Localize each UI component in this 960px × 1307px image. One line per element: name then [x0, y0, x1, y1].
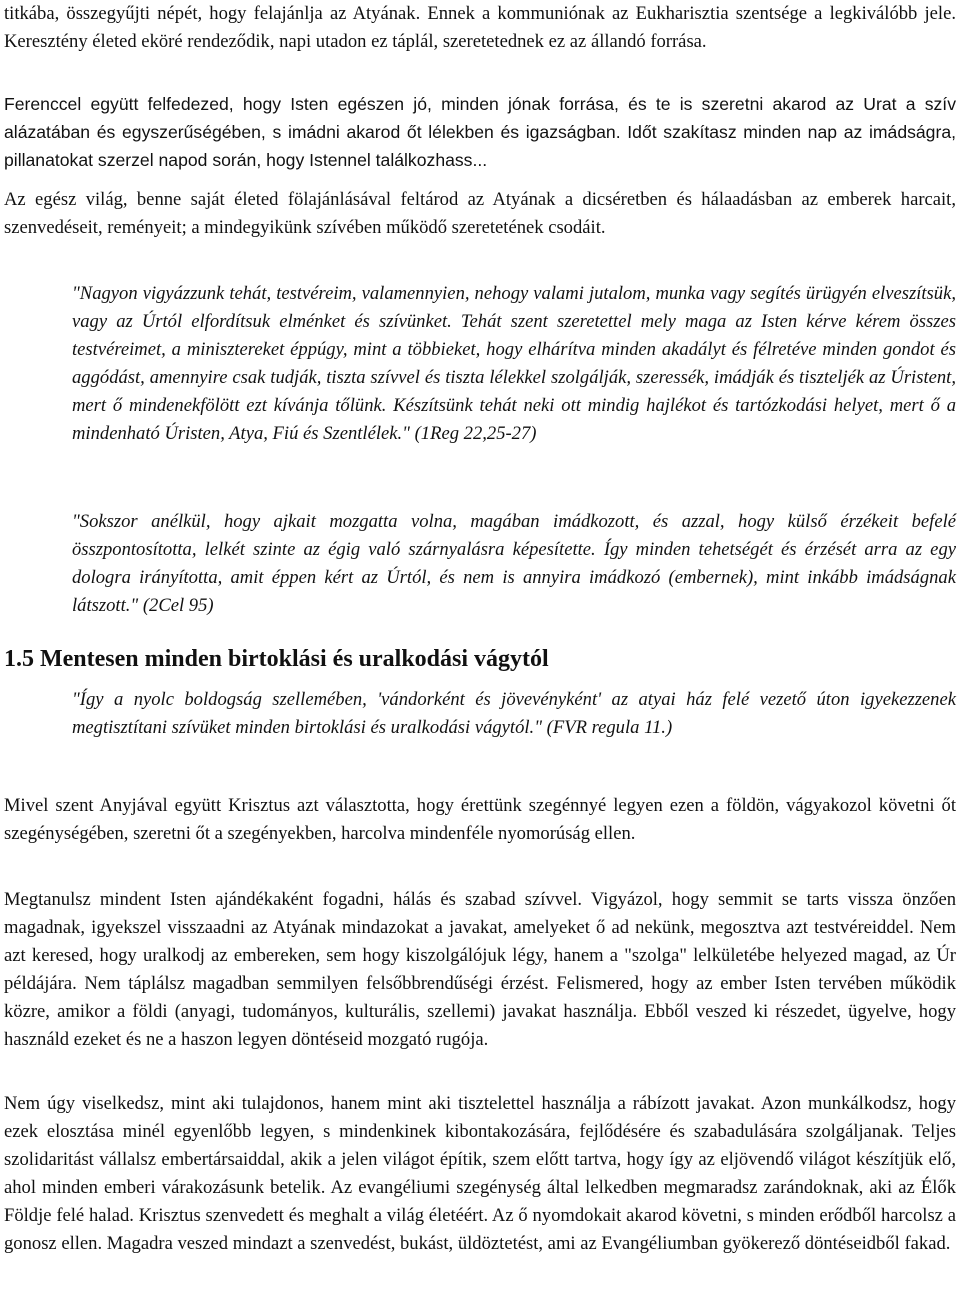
paragraph-szent-anyja: Mivel szent Anyjával együtt Krisztus azt választotta, hogy érettünk szegénnyé legyen ezen a földön, vágyakozol követni őt szegénységében, szeretni őt a szegényekben, harcolva mindenféle nyomorúság ellen. — [4, 795, 956, 844]
paragraph-vilag: Az egész világ, benne saját életed fölajánlásával feltárod az Atyának a dicséretben és hálaadásban az emberek harcait, szenvedéseit, reményeit; a mindegyikünk szívében működő szeretetének csodáit. — [4, 189, 956, 238]
paragraph-intro: titkába, összegyűjti népét, hogy felajánlja az Atyának. Ennek a kommuniónak az Eukharisztia szentsége a legkiválóbb jele. Keresztény életed eköré rendeződik, napi utadon ez táplál, szeretetednek ez az állandó forrása. — [4, 3, 956, 52]
paragraph-nem-ugy: Nem úgy viselkedsz, mint aki tulajdonos, hanem mint aki tisztelettel használja a rábízott javakat. Azon munkálkodsz, hogy ezek elosztása minél egyenlőbb legyen, s mindenkinek kibontakozására, fejlődésére és szabadulására szolgáljanak. Teljes szolidaritást vállalsz embertársaiddal, akik a jelen világot építik, szem előtt tartva, hogy így az eljövendő világot készítjük elő, ahol minden emberi várakozásunk betelik. Az evangéliumi szegénység által lelkedben megmaradsz zarándoknak, aki az Élők Földje felé halad. Krisztus szenvedett és meghalt a világ életéért. Az ő nyomdokait akarod követni, s minden erődből harcolsz a gonosz ellen. Magadra veszed mindazt a szenvedést, bukást, üldöztetést, ami az Evangéliumban gyökerező döntéseidből fakad. — [4, 1093, 956, 1254]
section-heading: 1.5 Mentesen minden birtoklási és uralkodási vágytól — [4, 646, 549, 672]
paragraph-megtanulsz: Megtanulsz mindent Isten ajándékaként fogadni, hálás és szabad szívvel. Vigyázol, hogy semmit se tarts vissza önzően magadnak, igyekszel visszaadni az Atyának mindazokat a javakat, amelyeket ő ad nekünk, megosztva azt testvéreiddel. Nem azt keresed, hogy uralkodj az embereken, sem hogy kiszolgálójuk légy, hanem a "szolga" lelkületébe helyezed magad, az Úr példájára. Nem táplálsz magadban semmilyen felsőbbrendűségi érzést. Felismered, hogy az ember Isten tervében működik közre, amikor a földi (anyagi, tudományos, kulturális, szellemi) javakat használja. Ebből veszed ki részedet, ügyelve, hogy használd ezeket és ne a haszon legyen döntéseid mozgató rugója. — [4, 889, 956, 1050]
paragraph-ferenc: Ferenccel együtt felfedezed, hogy Isten egészen jó, minden jónak forrása, és te is szeretni akarod az Urat a szív alázatában és egyszerűségében, s imádni akarod őt lélekben és igazságban. Időt szakítasz minden nap az imádságra, pillanatokat szerzel napod során, hogy Istennel találkozhass... — [4, 94, 956, 170]
quote-celano: "Sokszor anélkül, hogy ajkait mozgatta volna, magában imádkozott, és azzal, hogy külső érzékeit befelé összpontosította, lelkét szinte az égig való szárnyalásra képesítette. Így minden tehetségét és érzését arra az egy dologra irányította, amit éppen kért az Úrtól, és nem is annyira imádkozó (embernek), mint inkább imádságnak látszott." (2Cel 95) — [72, 511, 956, 616]
quote-fvr-regula: "Így a nyolc boldogság szellemében, 'vándorként és jövevényként' az atyai ház felé vezető úton igyekezzenek megtisztítani szívüket minden birtoklási és uralkodási vágytól." (FVR regula 11.) — [72, 689, 956, 738]
quote-regula: "Nagyon vigyázzunk tehát, testvéreim, valamennyien, nehogy valami jutalom, munka vagy segítés ürügyén elveszítsük, vagy az Úrtól elfordítsuk elménket és szívünket. Tehát szent szeretettel mely maga az Isten kérve kérem összes testvéreimet, a minisztereket éppúgy, mint a többieket, hogy elhárítva minden akadályt és félretéve minden gondot és aggódást, amennyire csak tudják, tiszta szívvel és tiszta lélekkel szolgálják, szeressék, imádják és tiszteljék az Úristent, mert ő mindenekfölött ezt kívánja tőlünk. Készítsünk tehát neki ott mindig hajlékot és tartózkodási helyet, mert ő a mindenható Úristen, Atya, Fiú és Szentlélek." (1Reg 22,25-27) — [72, 283, 956, 444]
